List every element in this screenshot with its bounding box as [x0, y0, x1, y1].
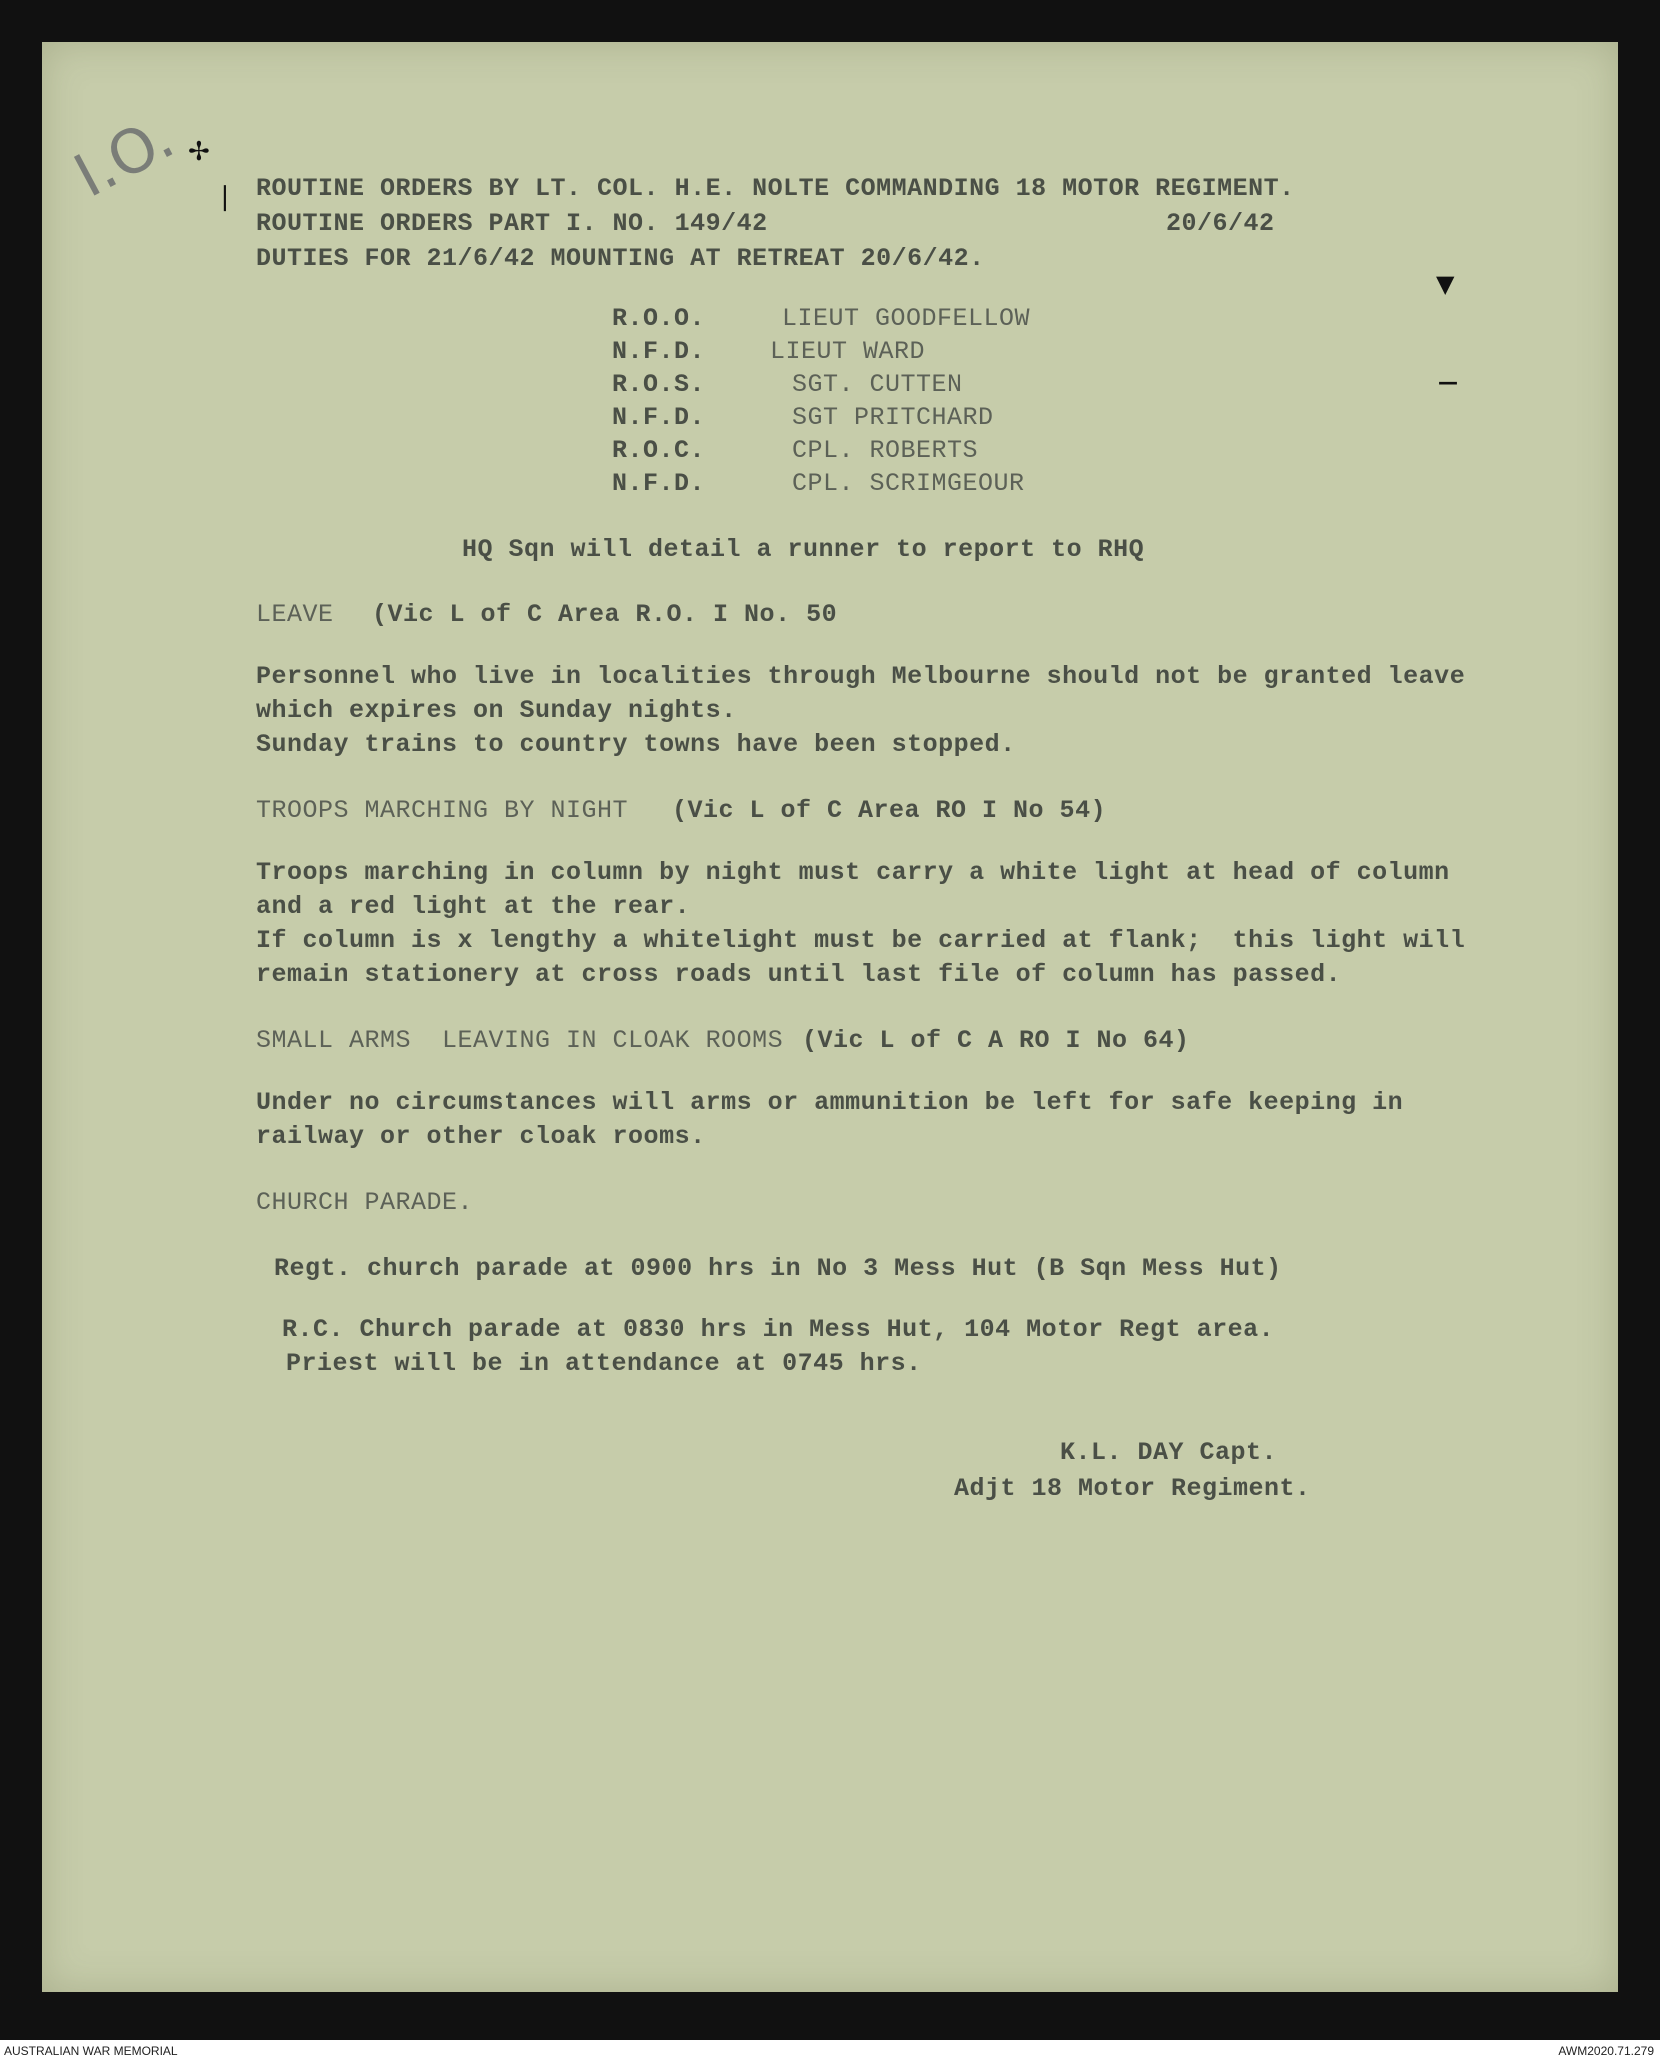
- small-arms-line: Under no circumstances will arms or ammunition be left for safe keeping in: [256, 1088, 1404, 1117]
- duty-name: LIEUT GOODFELLOW: [782, 304, 1031, 333]
- duty-role: R.O.C.: [612, 436, 706, 465]
- footer-institution: AUSTRALIAN WAR MEMORIAL: [4, 2044, 178, 2058]
- section-ref-troops: (Vic L of C Area RO I No 54): [672, 796, 1107, 825]
- church-line: R.C. Church parade at 0830 hrs in Mess Hut, 104 Motor Regt area.: [282, 1315, 1275, 1344]
- section-ref-leave: (Vic L of C Area R.O. I No. 50: [372, 600, 838, 629]
- leave-line: Personnel who live in localities through Melbourne should not be granted leave: [256, 662, 1466, 691]
- duty-role: R.O.O.: [612, 304, 706, 333]
- leave-line: Sunday trains to country towns have been stopped.: [256, 730, 1016, 759]
- signature-name: K.L. DAY Capt.: [1060, 1438, 1278, 1467]
- leave-line: which expires on Sunday nights.: [256, 696, 737, 725]
- section-heading-small-arms: SMALL ARMS LEAVING IN CLOAK ROOMS: [256, 1026, 784, 1055]
- duty-name: SGT PRITCHARD: [792, 403, 994, 432]
- troops-line: If column is x lengthy a whitelight must be carried at flank; this light will: [256, 926, 1466, 955]
- header-title: ROUTINE ORDERS BY LT. COL. H.E. NOLTE COMMANDING 18 MOTOR REGIMENT.: [256, 174, 1295, 203]
- section-heading-troops: TROOPS MARCHING BY NIGHT: [256, 796, 629, 825]
- troops-line: and a red light at the rear.: [256, 892, 691, 921]
- duty-role: N.F.D.: [612, 469, 706, 498]
- church-line: Regt. church parade at 0900 hrs in No 3 Mess Hut (B Sqn Mess Hut): [274, 1254, 1282, 1283]
- header-duties: DUTIES FOR 21/6/42 MOUNTING AT RETREAT 20/6/42.: [256, 244, 985, 273]
- document-page: [42, 42, 1618, 1992]
- header-date: 20/6/42: [1166, 209, 1275, 238]
- runner-note: HQ Sqn will detail a runner to report to RHQ: [462, 535, 1145, 564]
- section-heading-leave: LEAVE: [256, 600, 334, 629]
- small-arms-line: railway or other cloak rooms.: [256, 1122, 706, 1151]
- signature-title: Adjt 18 Motor Regiment.: [954, 1474, 1311, 1503]
- troops-line: Troops marching in column by night must carry a white light at head of column: [256, 858, 1450, 887]
- duty-role: N.F.D.: [612, 403, 706, 432]
- church-line: Priest will be in attendance at 0745 hrs.: [286, 1349, 922, 1378]
- ink-mark: —: [1438, 370, 1458, 394]
- section-ref-small-arms: (Vic L of C A RO I No 64): [802, 1026, 1190, 1055]
- section-heading-church: CHURCH PARADE.: [256, 1188, 474, 1217]
- duty-name: LIEUT WARD: [770, 337, 926, 366]
- ink-mark: ▼: [1436, 270, 1455, 298]
- archive-footer: [0, 2040, 1660, 2061]
- duty-name: CPL. SCRIMGEOUR: [792, 469, 1025, 498]
- pencil-annotation: I.O.: [63, 102, 186, 212]
- duty-name: SGT. CUTTEN: [792, 370, 963, 399]
- header-order-number: ROUTINE ORDERS PART I. NO. 149/42: [256, 209, 768, 238]
- ink-mark: ❘: [214, 182, 236, 212]
- footer-accession-number: AWM2020.71.279: [1558, 2044, 1654, 2058]
- duty-name: CPL. ROBERTS: [792, 436, 979, 465]
- duty-role: R.O.S.: [612, 370, 706, 399]
- ink-mark: ✢: [188, 137, 210, 167]
- duty-role: N.F.D.: [612, 337, 706, 366]
- troops-line: remain stationery at cross roads until last file of column has passed.: [256, 960, 1342, 989]
